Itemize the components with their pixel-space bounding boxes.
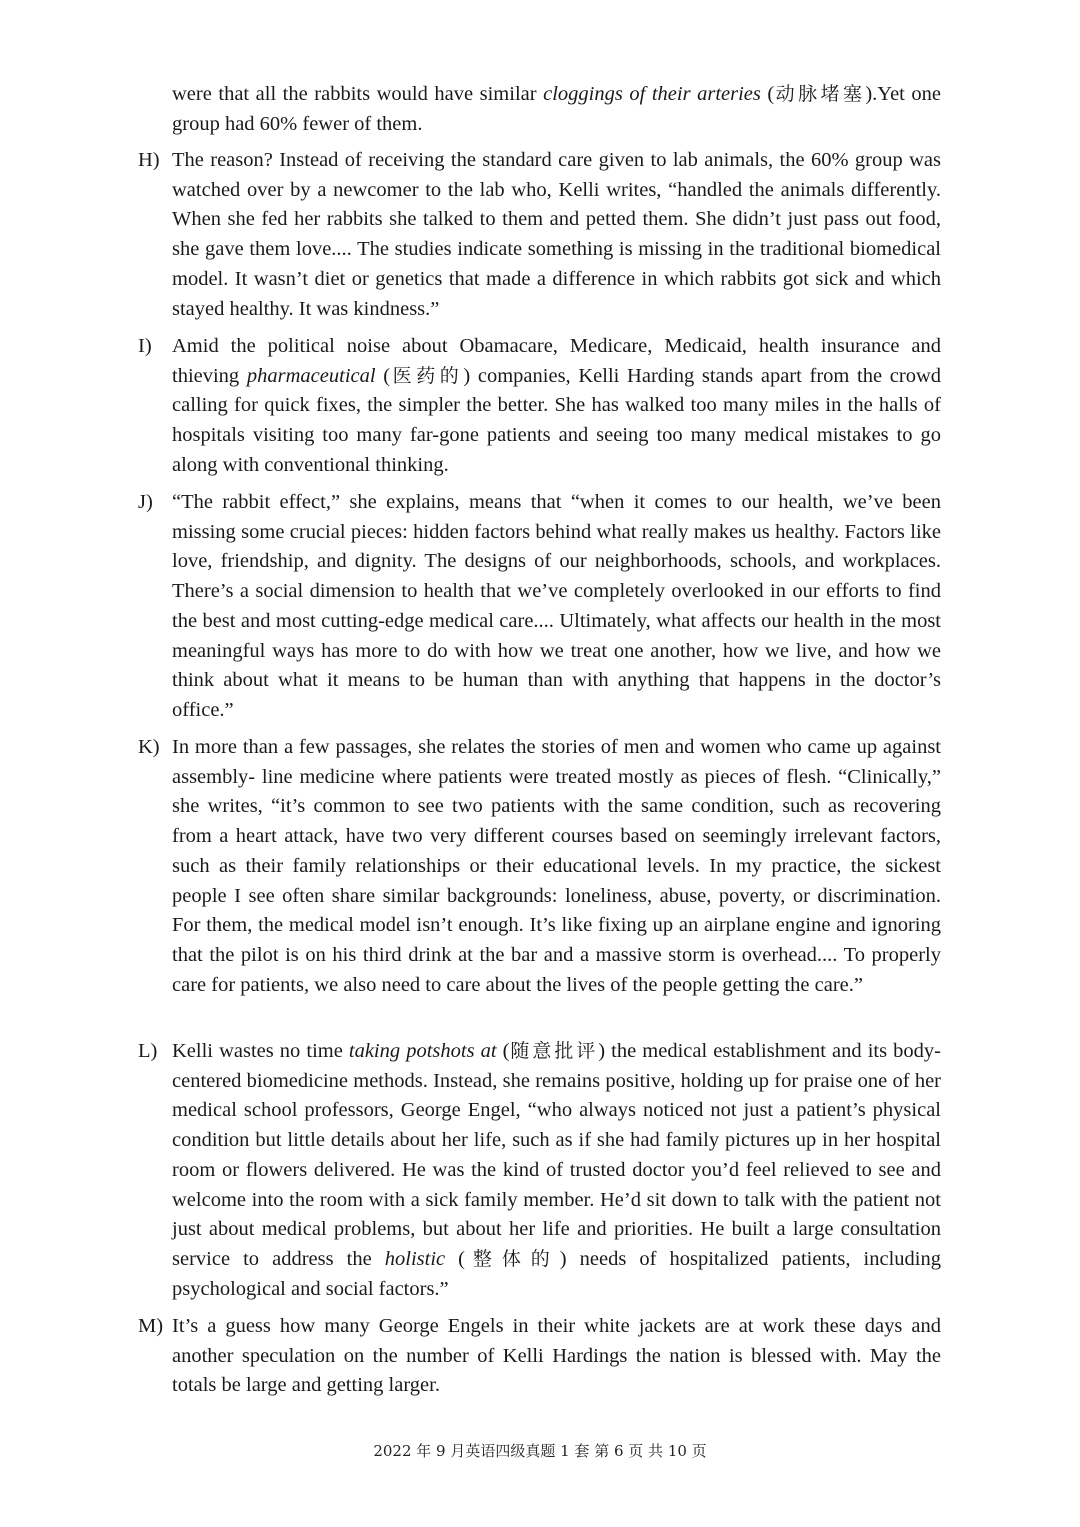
italic-term: pharmaceutical — [246, 364, 376, 387]
paragraph-label: J) — [138, 491, 153, 513]
paragraph-text — [172, 332, 941, 481]
italic-term: holistic — [384, 1247, 446, 1270]
text-run: were that all the rabbits would have similar — [172, 83, 544, 105]
italic-term: cloggings of their arteries — [543, 83, 761, 105]
paragraph-label: I) — [138, 335, 152, 357]
text-run: In more than a few passages, she relates the stories of men and women who came up against assembly- line medicine where patients were treated mostly as pieces of flesh. “Clinically,” she writes, “it’s common to see two patients with the same condition, such as recovering from a heart attack, have two very different courses based on seemingly irrelevant factors, such as their family relationships or their educational levels. In my practice, the sickest people I see often share similar backgrounds: loneliness, abuse, poverty, or discrimination. For them, the medical model isn’t enough. It’s like fixing up an airplane engine and ignoring that the pilot is on his third drink at the bar and a massive storm is overhead.... To properly care for patients, we also need to care about the lives of the people getting the care.” — [172, 736, 941, 996]
text-run: ( — [375, 364, 391, 387]
italic-term: taking potshots at — [348, 1040, 497, 1062]
text-run: ).Yet one group had 60% fewer of them. — [172, 83, 941, 135]
text-run: “The rabbit effect,” she explains, means that “when it comes to our health, we’ve been missing some crucial pieces: hidden factors behind what really makes us healthy. Factors like love, friendship, and dignity. The designs of our neighborhoods, schools, and workplaces. There’s a social dimension to health that we’ve completely overlooked in our efforts to find the best and most cutting-edge medical care.... Ultimately, what affects our health in the most meaningful ways has more to do with how we treat one another, how we live, and how we think about what it means to be human than with anything that happens in the doctor’s office.” — [172, 491, 941, 721]
paragraph-text — [172, 1312, 941, 1401]
paragraph-label: L) — [138, 1040, 158, 1062]
paragraph-label: K) — [138, 736, 160, 758]
text-run: ( — [496, 1040, 510, 1062]
paragraph-text — [172, 488, 941, 726]
chinese-gloss: 医药的 — [390, 364, 464, 387]
paragraph-text — [172, 733, 941, 1000]
text-run: ) companies, Kelli Harding stands apart from the crowd calling for quick fixes, the simpler the better. She has walked too many miles in the halls of hospitals visiting too many far-gone patients and seeing too many medical mistakes to go along with conventional thinking. — [172, 364, 942, 476]
page-footer: 2022 年 9 月英语四级真题 1 套 第 6 页 共 10 页 — [373, 1442, 707, 1460]
text-run: ( — [760, 83, 775, 105]
paragraph-text — [172, 1037, 941, 1304]
text-run: Kelli wastes no time — [172, 1040, 349, 1062]
text-run: The reason? Instead of receiving the standard care given to lab animals, the 60% group was watched over by a newcomer to the lab who, Kelli writes, “handled the animals differently. When she fed her rabbits she talked to them and petted them. She didn’t just pass out food, she gave them love.... The studies indicate something is missing in the traditional biomedical model. It wasn’t diet or genetics that made a difference in which rabbits got sick and which stayed healthy. It was kindness.” — [172, 149, 941, 320]
paragraph-text — [172, 146, 941, 324]
paragraph-label: M) — [138, 1315, 164, 1337]
chinese-gloss: 动脉堵塞 — [774, 83, 866, 105]
chinese-gloss: 随意批评 — [509, 1040, 599, 1062]
chinese-gloss: 整体的 — [465, 1247, 560, 1270]
text-run: Amid the political noise about Obamacare, Medicare, Medicaid, health insurance and thieving — [172, 335, 941, 387]
text-run: It’s a guess how many George Engels in their white jackets are at work these days and another speculation on the number of Kelli Hardings the nation is blessed with. May the totals be large and getting larger. — [172, 1315, 941, 1397]
text-run: ( — [445, 1247, 465, 1270]
paragraph-text — [172, 80, 941, 139]
text-run: ) needs of hospitalized patients, including psychological and social factors.” — [172, 1247, 941, 1300]
text-run: ) the medical establishment and its body-centered biomedicine methods. Instead, she remains positive, holding up for praise one of her medical school professors, George Engel, “who always noticed not just a patient’s physical condition but little details about her life, such as if she had family pictures up in her hospital room or flowers delivered. He was the kind of trusted doctor you’d feel relieved to see and welcome into the room with a sick family member. He’d sit down to talk with the patient not just about medical problems, but about her life and priorities. He built a large consultation service to address the — [172, 1040, 941, 1270]
paragraph-label: H) — [138, 149, 160, 171]
